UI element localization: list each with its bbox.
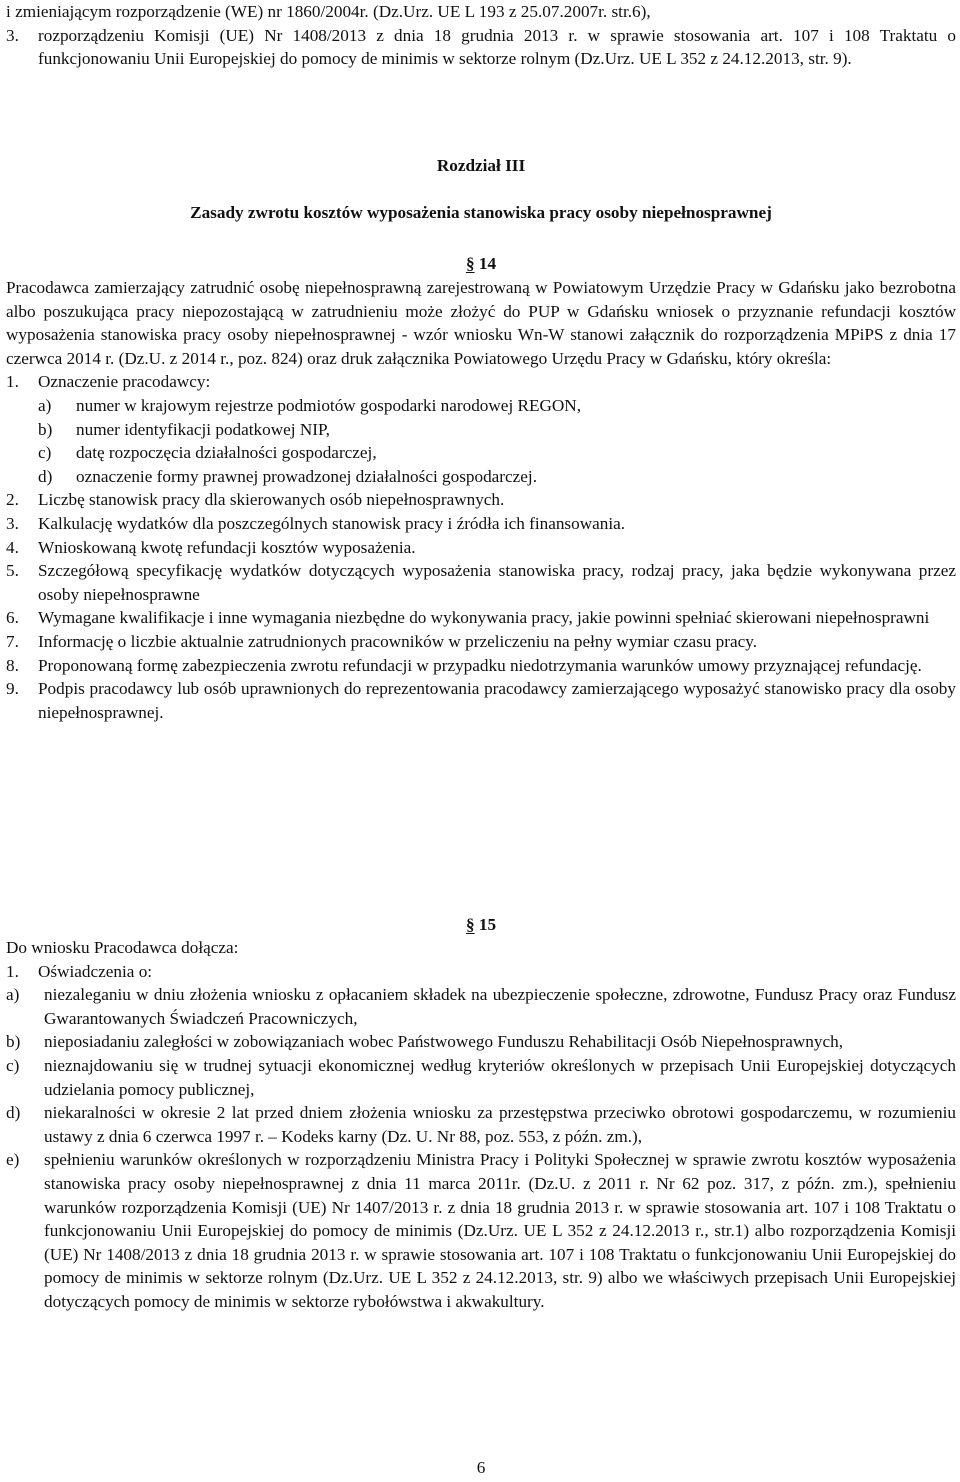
list-item: [6, 654, 956, 678]
item-text: Szczegółową specyfikację wydatków dotyczących wyposażenia stanowiska pracy, rodzaj pracy, jaka będzie wykonywana przez osoby niepełnosprawne: [38, 561, 956, 604]
section-14-heading: [6, 252, 956, 276]
sub-item-letter: a): [38, 395, 52, 415]
item-text: rozporządzeniu Komisji (UE) Nr 1408/2013 z dnia 18 grudnia 2013 r. w sprawie stosowania art. 107 i 108 Traktatu o funkcjonowaniu Unii Europejskiej do pomocy de minimis w sektorze rolnym (Dz.Urz. UE L 352 z 24.12.2013, str. 9).: [38, 25, 956, 69]
sub-item-text: niekaralności w okresie 2 lat przed dniem złożenia wniosku za przestępstwa przeciwko obrotowi gospodarczemu, w rozumieniu ustawy z dnia 6 czerwca 1997 r. – Kodeks karny (Dz. U. Nr 88, poz. 553, z późn. zm.),: [44, 1103, 956, 1146]
sub-item-letter: b): [6, 1032, 21, 1052]
continuation-line: i zmieniającym rozporządzenie (WE) nr 1860/2004r. (Dz.Urz. UE L 193 z 25.07.2007r. str.6),: [6, 2, 651, 21]
sub-item: [6, 1101, 956, 1148]
list-item: [6, 677, 956, 724]
sub-item-text: spełnieniu warunków określonych w rozporządzeniu Ministra Pracy i Polityki Społecznej w sprawie zwrotu kosztów wyposażenia stanowiska pracy osoby niepełnosprawnej z dnia 11 marca 2011r. (Dz.U. z 2011 r. Nr 62 poz. 317, z późn. zm.), spełnieniu warunków rozporządzenia Komisji (UE) Nr 1407/2013 r. z dnia 18 grudnia 2013 r. w sprawie stosowania art. 107 i 108 Traktatu o funkcjonowaniu Unii Europejskiej do pomocy de minimis (Dz.Urz. UE L 352 z 24.12.2013 r., str.1) albo rozporządzenia Komisji (UE) Nr 1408/2013 z dnia 18 grudnia 2013 r. w sprawie stosowania art. 107 i 108 Traktatu o funkcjonowaniu Unii Europejskiej do pomocy de minimis w sektorze rolnym (Dz.Urz. UE L 352 z 24.12.2013, str. 9) albo we właściwych przepisach Unii Europejskiej dotyczących pomocy de minimis w sektorze rybołówstwa i akwakultury.: [44, 1150, 956, 1311]
list-item: [6, 559, 956, 606]
item-text: Wnioskowaną kwotę refundacji kosztów wyposażenia.: [38, 537, 416, 557]
page-number: 6: [476, 1458, 486, 1477]
item-text: Informację o liczbie aktualnie zatrudnionych pracowników w przeliczeniu na pełny wymiar czasu pracy.: [38, 631, 758, 651]
section-mark: §: [465, 915, 475, 934]
item-text: Liczbę stanowisk pracy dla skierowanych osób niepełnosprawnych.: [38, 490, 505, 510]
item-number: 3.: [6, 25, 19, 45]
section-number: 14: [478, 254, 497, 273]
section-14-body: [6, 276, 956, 724]
sub-item: [6, 1148, 956, 1313]
item-text: Oznaczenie pracodawcy:: [38, 372, 211, 392]
sub-item-letter: c): [38, 443, 52, 463]
sub-item-letter: c): [6, 1055, 20, 1075]
item-text: Podpis pracodawcy lub osób uprawnionych do reprezentowania pracodawcy zamierzającego wyposażyć stanowisko pracy dla osoby niepełnosprawnej.: [38, 679, 956, 722]
list-item: [6, 488, 956, 512]
sub-item-text: datę rozpoczęcia działalności gospodarczej,: [76, 443, 377, 463]
sub-item: [6, 1030, 956, 1054]
chapter-title: Rozdział III: [436, 156, 526, 175]
sub-item-text: numer w krajowym rejestrze podmiotów gospodarki narodowej REGON,: [76, 395, 582, 415]
item-number: 3.: [6, 513, 19, 533]
sub-item-letter: d): [6, 1103, 21, 1123]
item-text: Kalkulację wydatków dla poszczególnych stanowisk pracy i źródła ich finansowania.: [38, 513, 626, 533]
list-item: [6, 512, 956, 536]
item-number: 4.: [6, 537, 19, 557]
item-number: 6.: [6, 608, 19, 628]
section-15-body: [6, 936, 956, 1314]
sub-item-text: oznaczenie formy prawnej prowadzonej działalności gospodarczej.: [76, 466, 537, 486]
list-item: [6, 960, 956, 984]
section-15-heading: [6, 913, 956, 937]
list-item: [6, 630, 956, 654]
list-item: [6, 606, 956, 630]
item-number: 9.: [6, 679, 19, 699]
continuation-text: [6, 0, 956, 71]
item-number: 5.: [6, 561, 19, 581]
sub-item-text: nieznajdowaniu się w trudnej sytuacji ekonomicznej według kryteriów określonych w przepisach Unii Europejskiej dotyczących udzielania pomocy publicznej,: [44, 1055, 956, 1099]
item-number: 7.: [6, 631, 19, 651]
sub-item-letter: e): [6, 1150, 20, 1170]
sub-item: [6, 1054, 956, 1101]
section-15-intro: Do wniosku Pracodawca dołącza:: [6, 938, 239, 957]
list-item: [6, 536, 956, 560]
chapter-subtitle: Zasady zwrotu kosztów wyposażenia stanowiska pracy osoby niepełnosprawnej: [190, 203, 772, 222]
sub-item-text: niezaleganiu w dniu złożenia wniosku z opłacaniem składek na ubezpieczenie społeczne, zdrowotne, Fundusz Pracy oraz Fundusz Gwarantowanych Świadczeń Pracowniczych,: [44, 985, 956, 1028]
section-14-intro: Pracodawca zamierzający zatrudnić osobę niepełnosprawną zarejestrowaną w Powiatowym Urzędzie Pracy w Gdańsku jako bezrobotna albo poszukująca pracy niepozostającą w zatrudnieniu może złożyć do PUP w Gdańsku wniosek o przyznanie refundacji kosztów wyposażenia stanowiska pracy osoby niepełnosprawnej - wzór wniosku Wn-W stanowi załącznik do rozporządzenia MPiPS z dnia 17 czerwca 2014 r. (Dz.U. z 2014 r., poz. 824) oraz druk załącznika Powiatowego Urzędu Pracy w Gdańsku, który określa:: [6, 278, 956, 368]
item-number: 2.: [6, 490, 19, 510]
sub-item: [38, 441, 956, 465]
sub-item: [38, 394, 956, 418]
sub-item-text: nieposiadaniu zaległości w zobowiązaniach wobec Państwowego Funduszu Rehabilitacji Osób Niepełnosprawnych,: [44, 1032, 844, 1052]
sub-item: [38, 465, 956, 489]
sub-item-letter: b): [38, 419, 53, 439]
section-number: 15: [478, 915, 497, 934]
sub-item-letter: d): [38, 466, 53, 486]
item-text: Proponowaną formę zabezpieczenia zwrotu refundacji w przypadku niedotrzymania warunków umowy przyznającej refundację.: [38, 655, 922, 675]
sub-item: [38, 418, 956, 442]
sub-item-letter: a): [6, 985, 20, 1005]
item-number: 1.: [6, 372, 19, 392]
item-number: 8.: [6, 655, 19, 675]
item-text: Wymagane kwalifikacje i inne wymagania niezbędne do wykonywania pracy, jakie powinni spełniać skierowani niepełnosprawni: [38, 608, 930, 628]
item-number: 1.: [6, 961, 19, 981]
list-item: [6, 370, 956, 394]
item-text: Oświadczenia o:: [38, 961, 153, 981]
sub-item-text: numer identyfikacji podatkowej NIP,: [76, 419, 330, 439]
section-mark: §: [465, 254, 475, 273]
continuation-item-3: [6, 24, 956, 71]
sub-item: [6, 983, 956, 1030]
